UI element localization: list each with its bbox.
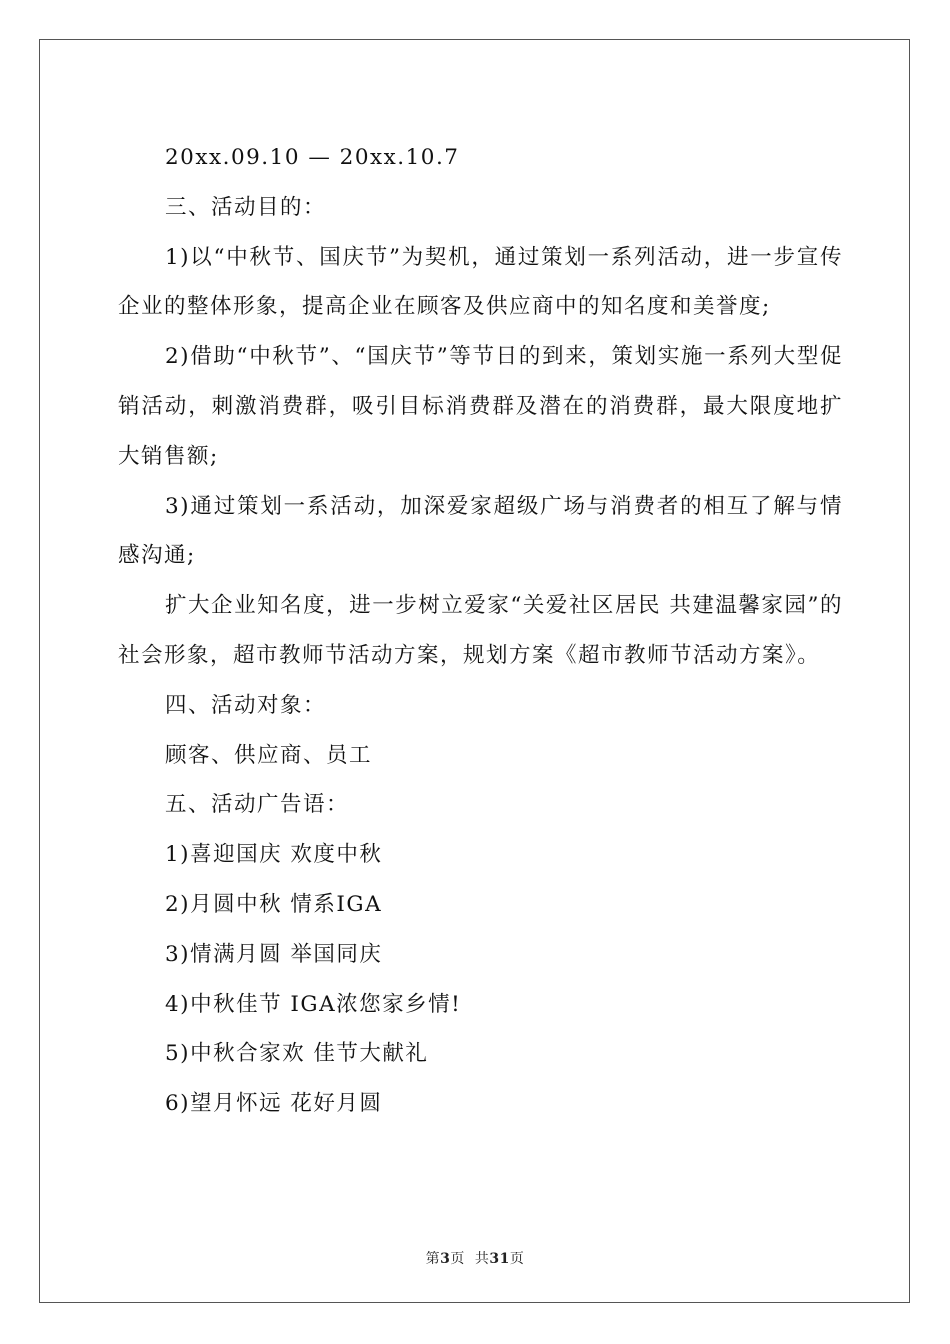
document-body (118, 133, 843, 1129)
date-range: 20xx.09.10 — 20xx.10.7 (165, 145, 460, 170)
footer-prefix: 第 (425, 1251, 441, 1267)
footer-total-pages: 31 (489, 1251, 510, 1267)
slogan-6: 6)望月怀远 花好月圆 (165, 1091, 383, 1117)
purpose-item-1: 1)以“中秋节、国庆节”为契机，通过策划一系列活动，进一步宣传企业的整体形象，提高企业在顾客及供应商中的知名度和美誉度; (118, 244, 843, 320)
footer-page-number: 3 (440, 1251, 451, 1267)
purpose-item-2: 2)借助“中秋节”、“国庆节”等节日的到来，策划实施一系列大型促销活动，刺激消费群，吸引目标消费群及潜在的消费群，最大限度地扩大销售额; (118, 344, 843, 469)
footer-middle: 页 共 (450, 1251, 490, 1267)
page-footer (0, 1248, 950, 1268)
section-heading-slogans: 五、活动广告语： (165, 792, 350, 818)
slogan-2: 2)月圆中秋 情系IGA (165, 891, 383, 917)
slogan-3: 3)情满月圆 举国同庆 (165, 941, 383, 967)
slogan-1: 1)喜迎国庆 欢度中秋 (165, 842, 383, 868)
footer-suffix: 页 (509, 1251, 525, 1267)
section-heading-purpose: 三、活动目的： (165, 194, 327, 220)
slogan-4: 4)中秋佳节 IGA浓您家乡情! (165, 991, 462, 1017)
slogan-5: 5)中秋合家欢 佳节大献礼 (165, 1041, 429, 1067)
audience-list: 顾客、供应商、员工 (165, 742, 373, 768)
purpose-item-3: 3)通过策划一系活动，加深爱家超级广场与消费者的相互了解与情感沟通; (118, 493, 843, 569)
purpose-paragraph-4: 扩大企业知名度，进一步树立爱家“关爱社区居民 共建温馨家园”的社会形象，超市教师节活动方案，规划方案《超市教师节活动方案》。 (118, 593, 843, 668)
section-heading-audience: 四、活动对象： (165, 692, 327, 718)
